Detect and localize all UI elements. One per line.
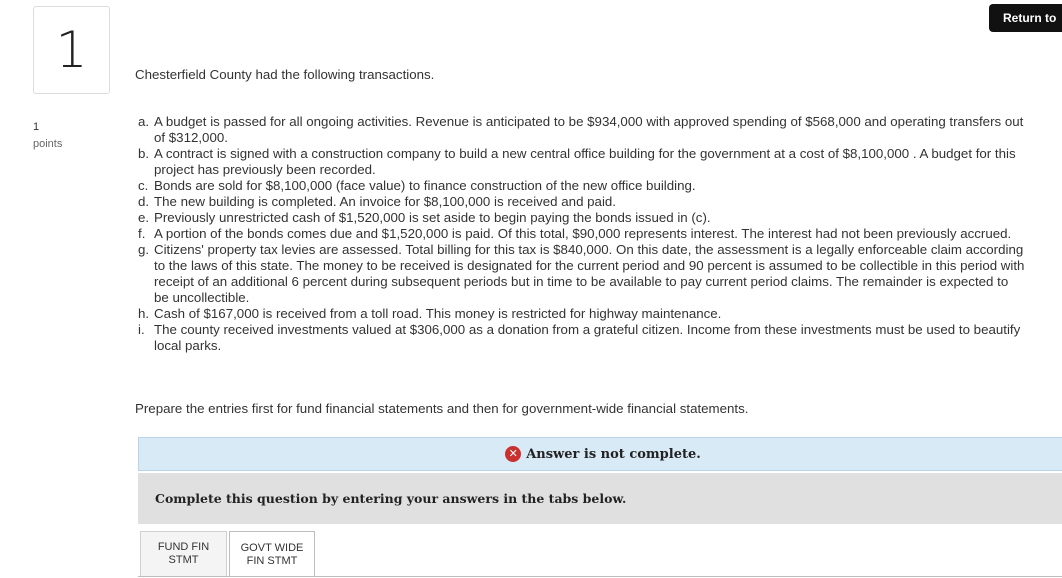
transaction-item	[135, 194, 1025, 210]
transaction-text: Previously unrestricted cash of $1,520,000 is set aside to begin paying the bonds issued in (c).	[154, 210, 711, 225]
transaction-marker: c.	[138, 178, 149, 193]
transaction-item	[135, 146, 1025, 178]
tab-govt-wide-fin-stmt[interactable]	[229, 531, 315, 577]
transaction-marker: a.	[138, 114, 150, 129]
tab-fund-fin-stmt[interactable]	[140, 531, 227, 577]
transaction-text: A portion of the bonds comes due and $1,520,000 is paid. Of this total, $90,000 represents interest. The interest had not been previously accrued.	[154, 226, 1012, 241]
answer-status-bar	[138, 437, 1062, 471]
transaction-item	[135, 306, 1025, 322]
tab-divider	[138, 576, 1062, 577]
transaction-marker: g.	[138, 242, 150, 257]
transaction-text: A contract is signed with a construction company to build a new central office building for the government at a cost of $8,100,000 . A budget for this project has previously been recorded.	[154, 146, 1016, 177]
question-intro: Chesterfield County had the following transactions.	[135, 67, 435, 82]
transaction-marker: h.	[138, 306, 150, 321]
answer-status-text: Answer is not complete.	[526, 446, 701, 462]
transaction-item	[135, 242, 1025, 306]
complete-prompt-text: Complete this question by entering your answers in the tabs below.	[155, 491, 627, 506]
tab-label-line2: STMT	[168, 554, 199, 566]
transaction-marker: f.	[138, 226, 146, 241]
transaction-marker: e.	[138, 210, 150, 225]
transaction-item	[135, 322, 1025, 354]
transactions-list	[135, 114, 1025, 354]
transaction-text: The county received investments valued at $306,000 as a donation from a grateful citizen. Income from these investments must be used to beautify local parks.	[154, 322, 1021, 353]
transaction-text: Citizens' property tax levies are assessed. Total billing for this tax is $840,000. On this date, the assessment is a legally enforceable claim according to the laws of this state. The money to be received is designated for the current period and 90 percent is assumed to be collectible in this period with receipt of an additional 6 percent during subsequent periods but in time to be available to pay current period claims. The remainder is expected to be uncollectible.	[154, 242, 1025, 305]
transaction-marker: d.	[138, 194, 150, 209]
transaction-item	[135, 114, 1025, 146]
transaction-item	[135, 178, 1025, 194]
transaction-item	[135, 226, 1025, 242]
transaction-text: Cash of $167,000 is received from a toll road. This money is restricted for highway maintenance.	[154, 306, 722, 321]
tab-label-line1: GOVT WIDE	[240, 541, 304, 554]
points-label: points	[33, 138, 63, 150]
return-button[interactable]: Return to	[989, 4, 1062, 32]
transaction-text: The new building is completed. An invoice for $8,100,000 is received and paid.	[154, 194, 616, 209]
question-number-box	[33, 6, 110, 94]
x-circle-icon: ✕	[505, 446, 521, 462]
points-value: 1	[33, 121, 40, 133]
transaction-text: A budget is passed for all ongoing activities. Revenue is anticipated to be $934,000 with approved spending of $568,000 and operating transfers out of $312,000.	[154, 114, 1024, 145]
tab-label-line2: FIN STMT	[246, 554, 298, 567]
tab-label-line1: FUND FIN	[157, 541, 210, 553]
transaction-marker: i.	[138, 322, 145, 337]
complete-prompt-box	[138, 473, 1062, 524]
transaction-item	[135, 210, 1025, 226]
instructions-text: Prepare the entries first for fund financial statements and then for government-wide financial statements.	[135, 401, 749, 416]
transaction-text: Bonds are sold for $8,100,000 (face value) to finance construction of the new office building.	[154, 178, 696, 193]
transaction-marker: b.	[138, 146, 150, 161]
question-number: 1	[55, 21, 88, 79]
